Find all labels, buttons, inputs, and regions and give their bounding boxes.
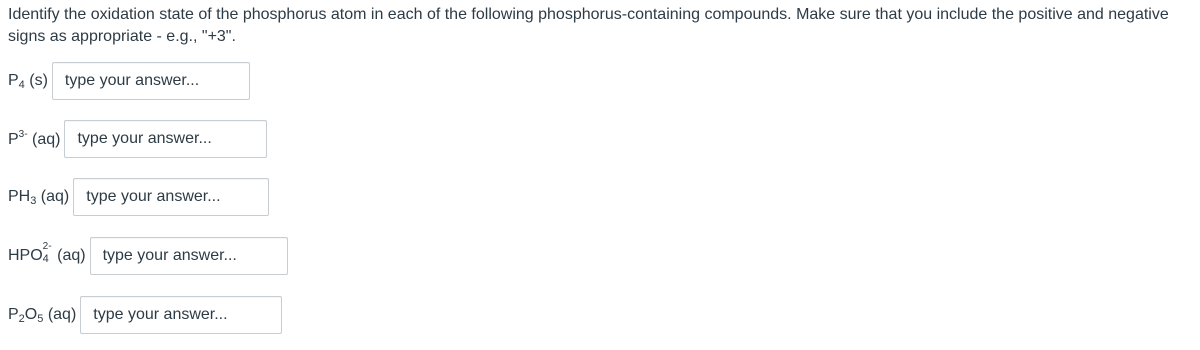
formula-subscript: 4 (18, 78, 25, 91)
formula-superscript: 2- (42, 240, 52, 252)
formula-subscript: 4 (42, 252, 49, 265)
formula-base: PH (8, 187, 31, 205)
formula-supsub (42, 240, 53, 265)
compound-label-p2o5 (8, 306, 76, 325)
answer-row-p2o5 (8, 296, 282, 334)
formula-base: P (8, 71, 19, 89)
formula-state: (aq) (43, 305, 77, 323)
formula-base-2: O (24, 305, 38, 323)
formula-superscript: 3- (18, 129, 28, 140)
compound-label-p4 (8, 72, 48, 91)
compound-label-ph3 (8, 188, 69, 207)
formula-base: P (8, 305, 19, 323)
formula-state: (aq) (36, 187, 70, 205)
answer-row-hpo4 (8, 237, 288, 275)
answer-input-hpo4[interactable] (90, 237, 288, 275)
answer-input-p3-minus[interactable] (64, 120, 267, 158)
formula-base: HPO (8, 247, 43, 264)
answer-input-ph3[interactable] (73, 178, 269, 216)
formula-subscript-2: 5 (37, 312, 44, 325)
formula-base: P (8, 131, 19, 148)
answer-row-p3-minus (8, 120, 267, 158)
compound-label-hpo4 (8, 240, 86, 265)
formula-state: (s) (24, 71, 48, 89)
formula-state: (aq) (27, 131, 61, 148)
question-text: Identify the oxidation state of the phosphorus atom in each of the following phosphorus-containing compounds. Make sure that you include the positive and negative signs as appropriate - e.g., "+3". (8, 6, 1169, 45)
answer-row-p4 (8, 62, 250, 100)
compound-label-p3-minus (8, 129, 60, 149)
formula-subscript: 2 (18, 312, 25, 325)
answer-input-p4[interactable] (52, 62, 250, 100)
answer-input-p2o5[interactable] (80, 296, 282, 334)
formula-subscript: 3 (30, 194, 37, 207)
formula-state: (aq) (52, 247, 86, 264)
answer-row-ph3 (8, 178, 269, 216)
